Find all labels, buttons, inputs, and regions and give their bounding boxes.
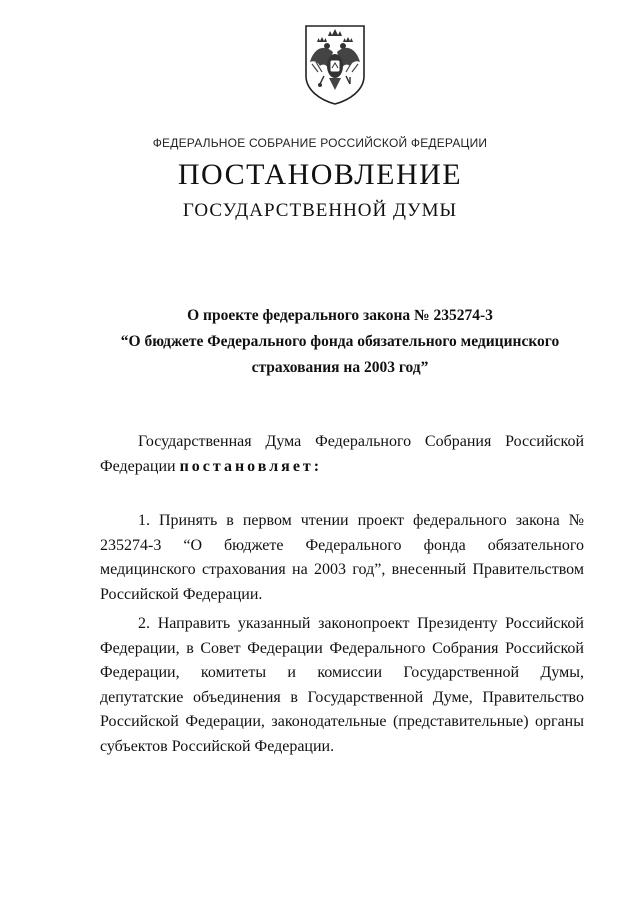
document-subject [120, 303, 560, 381]
document-type-title: ПОСТАНОВЛЕНИЕ [177, 158, 463, 191]
state-emblem-icon [300, 22, 370, 106]
subject-line-2: “О бюджете Федерального фонда обязательного медицинского [120, 333, 560, 350]
intro-paragraph [100, 430, 584, 479]
assembly-heading: ФЕДЕРАЛЬНОЕ СОБРАНИЕ РОССИЙСКОЙ ФЕДЕРАЦИИ [152, 136, 488, 150]
intro-verb: постановляет: [179, 457, 323, 475]
document-issuer: ГОСУДАРСТВЕННОЙ ДУМЫ [182, 200, 458, 221]
intro-text: Государственная Дума Федерального Собрания Российской Федерации [100, 433, 584, 475]
resolution-item-2: 2. Направить указанный законопроект Президенту Российской Федерации, в Совет Федерации Федерального Собрания Российской Федерации, комитеты и комиссии Государственной Думы, депутатские объединения в Государственной Думе, Правительство Российской Федерации, законодательные (представительные) органы субъектов Российской Федерации. [100, 615, 584, 755]
resolution-item-1: 1. Принять в первом чтении проект федерального закона № 235274-3 “О бюджете Федерального фонда обязательного медицинского страхования на 2003 год”, внесенный Правительством Российской Федерации. [100, 512, 584, 603]
subject-line-1: О проекте федерального закона № 235274-3 [187, 307, 493, 324]
subject-line-3: страхования на 2003 год” [251, 359, 429, 376]
